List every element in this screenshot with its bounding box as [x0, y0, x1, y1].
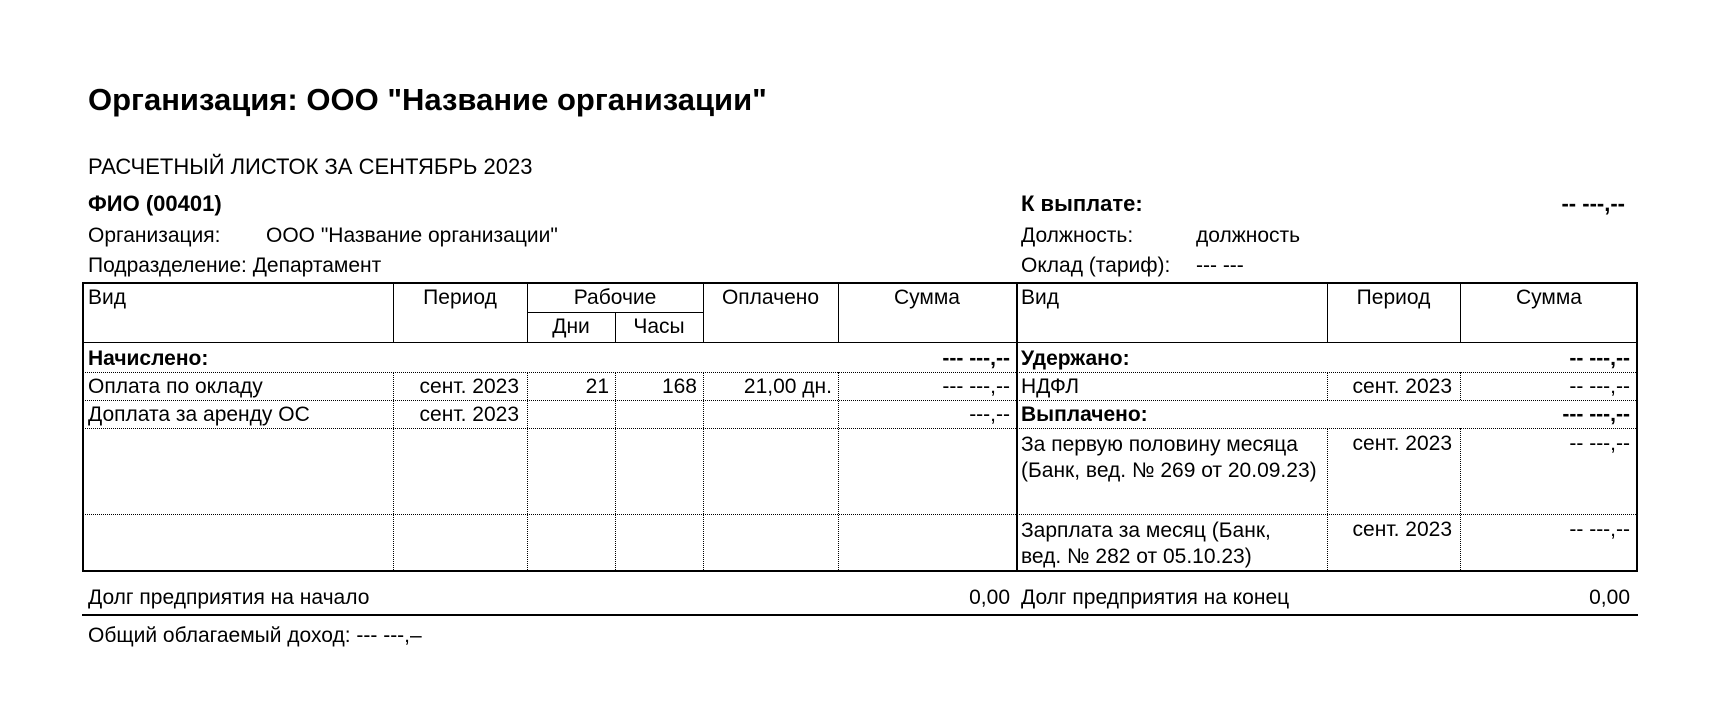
header-sum: Сумма: [894, 286, 960, 309]
position-label: Должность:: [1021, 224, 1134, 247]
debt-start-value: 0,00: [969, 586, 1010, 609]
employee-fio: ФИО (00401): [88, 191, 222, 216]
department-text: Подразделение: Департамент: [88, 254, 382, 277]
accrued-row-period: сент. 2023: [419, 403, 519, 426]
grid-line: [527, 372, 528, 572]
paid-out-row-period: сент. 2023: [1352, 518, 1452, 541]
footer-divider: [82, 614, 1638, 616]
paid-out-row-period: сент. 2023: [1352, 432, 1452, 455]
accrued-row-sum: --- ---,--: [942, 375, 1010, 398]
header-period: Период: [423, 286, 497, 309]
header-hours: Часы: [633, 315, 685, 338]
row-line: [82, 514, 1638, 515]
debt-end-label: Долг предприятия на конец: [1021, 586, 1290, 609]
pay-value: -- ---,--: [1561, 191, 1625, 216]
accrued-label: Начислено:: [88, 347, 209, 370]
accrued-row-hours: 168: [661, 375, 697, 398]
header-working: Рабочие: [573, 286, 657, 309]
paid-out-label: Выплачено:: [1021, 403, 1148, 426]
withheld-row-sum: -- ---,--: [1569, 375, 1630, 398]
header-bottom-line: [82, 342, 1638, 343]
header-kind: Вид: [88, 286, 126, 309]
row-line: [82, 400, 1638, 401]
position-value: должность: [1196, 224, 1301, 247]
taxable-income: Общий облагаемый доход: --- ---,–: [88, 624, 422, 647]
header-period-right: Период: [1356, 286, 1431, 309]
paid-out-row-kind: За первую половину месяца (Банк, вед. № 269 от 20.09.23): [1021, 433, 1317, 482]
header-days: Дни: [552, 315, 590, 338]
grid-line: [527, 312, 703, 313]
grid-line: [393, 372, 394, 572]
row-line: [82, 372, 1638, 373]
withheld-label: Удержано:: [1021, 347, 1130, 370]
grid-line: [703, 372, 704, 572]
row-line: [82, 428, 1638, 429]
paid-out-total: --- ---,--: [1562, 403, 1630, 426]
paid-out-row-kind: Зарплата за месяц (Банк, вед. № 282 от 05.10.23): [1021, 519, 1271, 568]
org-label: Организация:: [88, 224, 221, 247]
page-title: Организация: ООО "Название организации": [88, 82, 767, 117]
header-paid: Оплачено: [721, 286, 820, 309]
accrued-row-kind: Доплата за аренду ОС: [88, 403, 310, 426]
org-value: ООО "Название организации": [266, 224, 558, 247]
accrued-total: --- ---,--: [942, 347, 1010, 370]
withheld-row-period: сент. 2023: [1352, 375, 1452, 398]
header-kind-right: Вид: [1021, 286, 1059, 309]
grid-line: [615, 372, 616, 572]
salary-label: Оклад (тариф):: [1021, 254, 1171, 277]
paid-out-row-sum: -- ---,--: [1569, 518, 1630, 541]
payslip-subtitle: РАСЧЕТНЫЙ ЛИСТОК ЗА СЕНТЯБРЬ 2023: [88, 154, 533, 179]
table-divider: [1016, 282, 1018, 572]
header-sum-right: Сумма: [1516, 286, 1582, 309]
accrued-row-days: 21: [585, 375, 609, 398]
accrued-row-sum: ---,--: [969, 403, 1010, 426]
accrued-row-kind: Оплата по окладу: [88, 375, 263, 398]
debt-end-value: 0,00: [1589, 586, 1630, 609]
paid-out-row-sum: -- ---,--: [1569, 432, 1630, 455]
withheld-total: -- ---,--: [1569, 347, 1630, 370]
debt-start-label: Долг предприятия на начало: [88, 586, 370, 609]
pay-label: К выплате:: [1021, 191, 1143, 216]
salary-value: --- ---: [1196, 254, 1244, 277]
accrued-row-paid: 21,00 дн.: [743, 375, 832, 398]
accrued-row-period: сент. 2023: [419, 375, 519, 398]
withheld-row-kind: НДФЛ: [1021, 375, 1079, 398]
grid-line: [838, 372, 839, 572]
